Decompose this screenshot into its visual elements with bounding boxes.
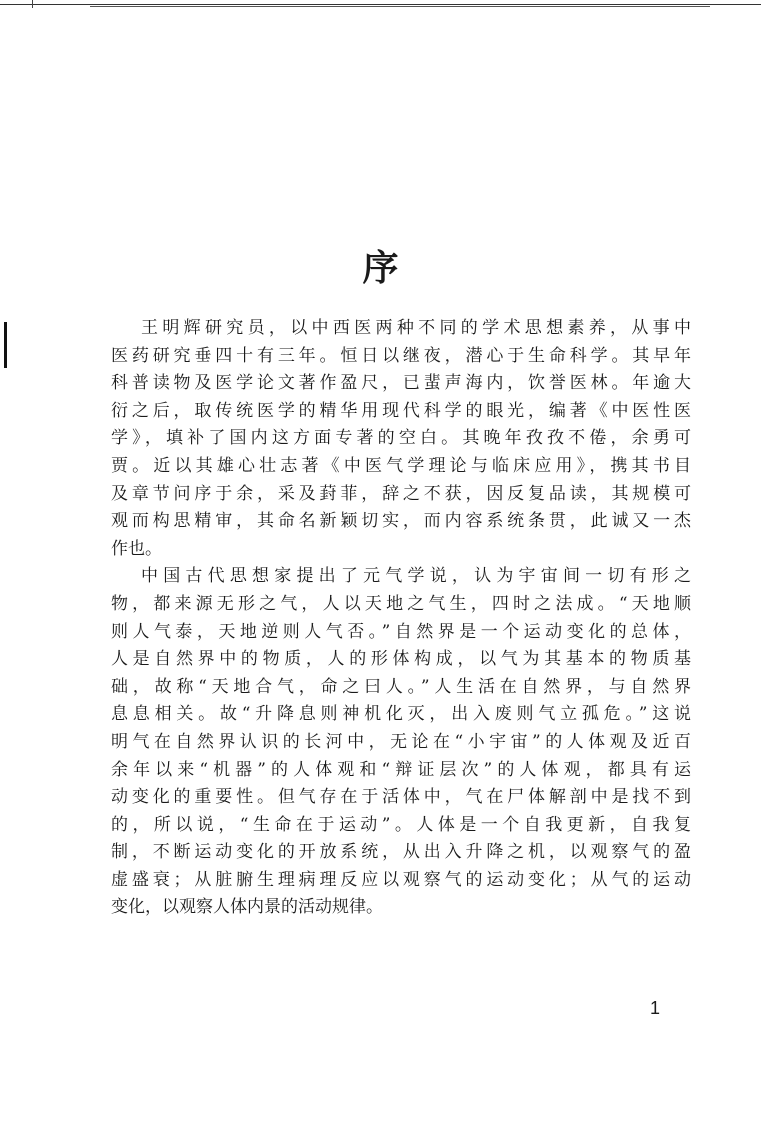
text-line: 制，不断运动变化的开放系统，从出入升降之机，以观察气的盈 [111, 842, 691, 863]
text-line: 衍之后，取传统医学的精华用现代科学的眼光，编著《中医性医 [111, 400, 691, 421]
text-line: 贾。近以其雄心壮志著《中医气学理论与临床应用》，携其书目 [111, 455, 691, 476]
text-line: 王明辉研究员，以中西医两种不同的学术思想素养，从事中 [141, 318, 691, 338]
page-title: 序 [362, 248, 399, 289]
text-line: 虚盛衰；从脏腑生理病理反应以观察气的运动变化；从气的运动 [111, 869, 691, 890]
text-line: 作也。 [111, 538, 162, 559]
text-line: 的，所以说，“生命在于运动”。人体是一个自我更新，自我复 [111, 814, 691, 835]
text-line: 则人气泰，天地逆则人气否。”自然界是一个运动变化的总体， [111, 621, 691, 642]
scan-edge-mark [4, 322, 7, 368]
text-line: 及章节问序于余，采及葑菲，辞之不获，因反复品读，其规模可 [111, 483, 691, 504]
text-line: 动变化的重要性。但气存在于活体中，气在尸体解剖中是找不到 [111, 787, 691, 808]
text-line: 变化，以观察人体内景的活动规律。 [111, 897, 383, 918]
text-line: 明气在自然界认识的长河中，无论在“小宇宙”的人体观及近百 [111, 731, 691, 752]
text-line: 余年以来“机器”的人体观和“辩证层次”的人体观，都具有运 [111, 759, 691, 780]
scan-top-border [0, 4, 761, 5]
text-line: 学》，填补了国内这方面专著的空白。其晚年孜孜不倦，余勇可 [111, 428, 691, 449]
text-line: 物，都来源无形之气，人以天地之气生，四时之法成。“天地顺 [111, 593, 691, 614]
preface-body [111, 315, 691, 922]
text-line: 医药研究垂四十有三年。恒日以继夜，潜心于生命科学。其早年 [111, 345, 691, 366]
text-line: 科普读物及医学论文著作盈尺，已蜚声海内，饮誉医林。年逾大 [111, 373, 691, 394]
text-line: 观而构思精审，其命名新颖切实，而内容系统条贯，此诚又一杰 [111, 511, 691, 532]
page-number: 1 [650, 998, 661, 1018]
scan-top-border-inner [90, 6, 710, 7]
text-line: 人是自然界中的物质，人的形体构成，以气为其基本的物质基 [111, 649, 691, 670]
text-line: 中国古代思想家提出了元气学说，认为宇宙间一切有形之 [141, 566, 691, 587]
text-line: 础，故称“天地合气，命之曰人。”人生活在自然界，与自然界 [111, 676, 691, 697]
scan-tick-mark [32, 0, 33, 8]
text-line: 息息相关。故“升降息则神机化灭，出入废则气立孤危。”这说 [111, 704, 691, 725]
